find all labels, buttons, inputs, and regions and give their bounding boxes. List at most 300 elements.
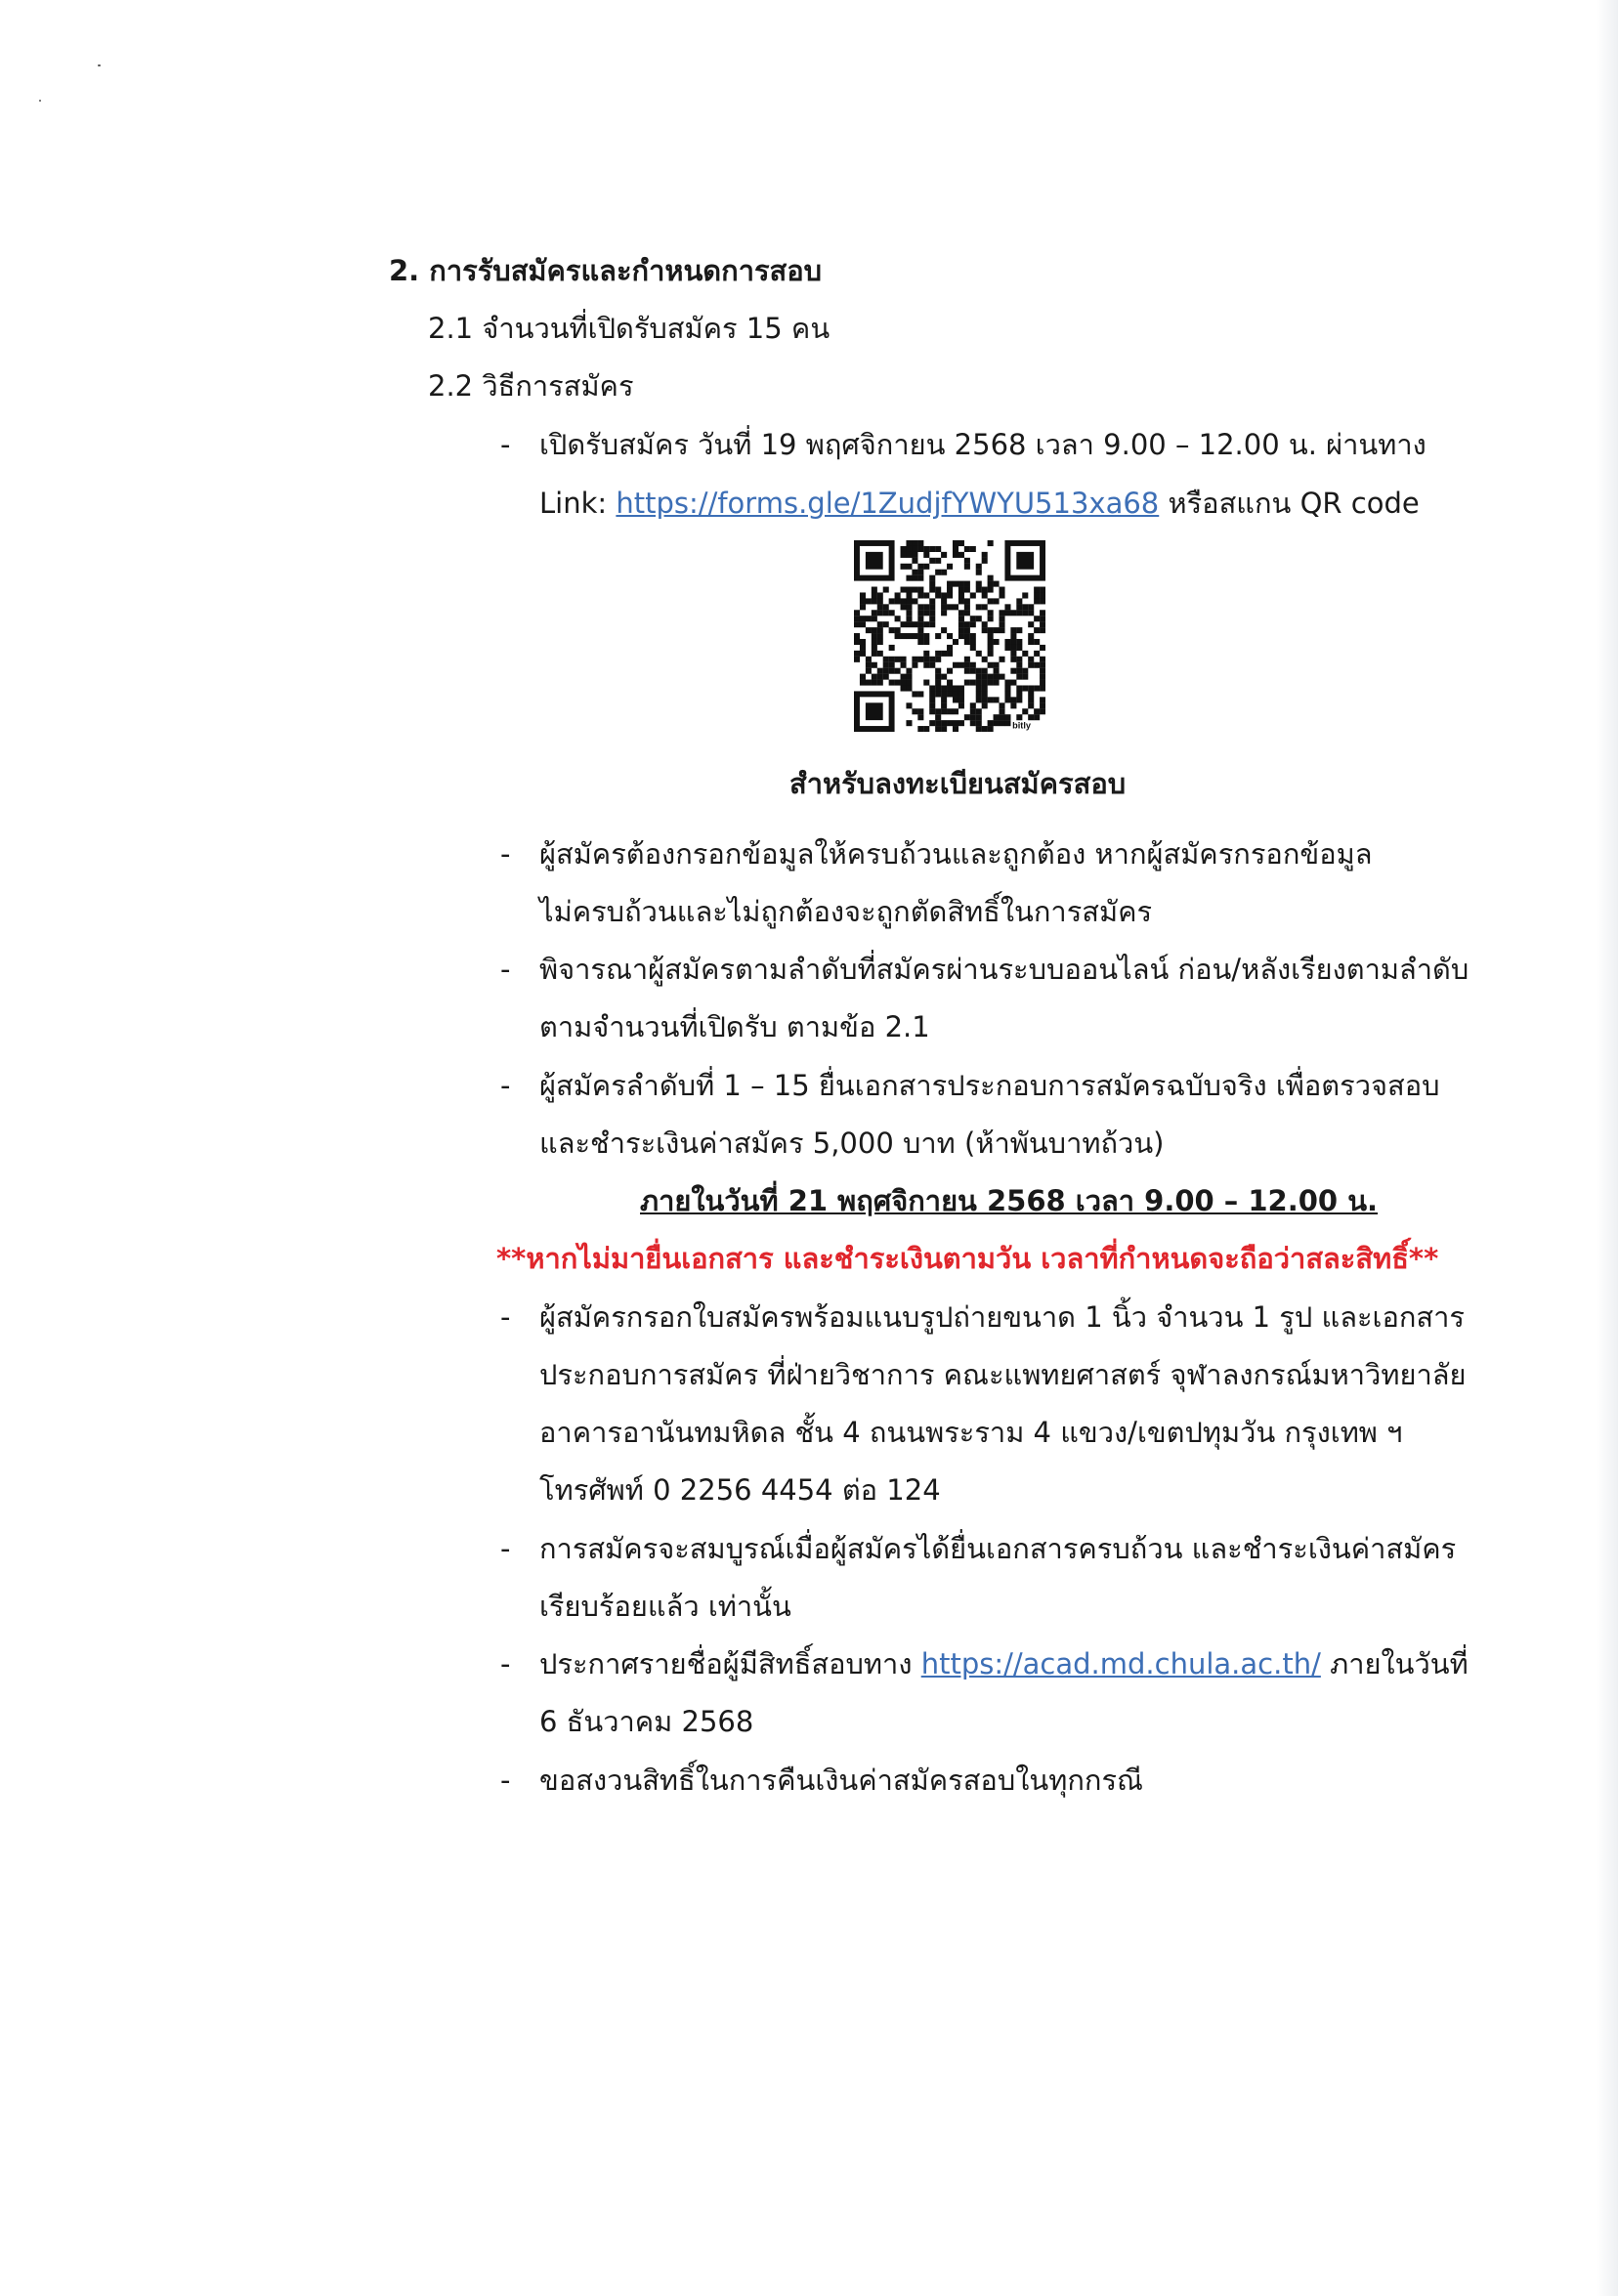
- qr-module: [988, 575, 994, 581]
- qr-module: [912, 662, 917, 668]
- qr-module: [976, 714, 982, 720]
- qr-module: [872, 598, 877, 604]
- qr-module: [964, 639, 970, 645]
- qr-module: [912, 633, 917, 639]
- scan-speck: [39, 100, 41, 102]
- qr-module: [982, 621, 988, 627]
- qr-module: [895, 627, 901, 633]
- qr-module: [1010, 645, 1016, 651]
- qr-module: [929, 691, 935, 697]
- scan-speck: [98, 64, 101, 66]
- qr-module: [895, 598, 901, 604]
- qr-module: [895, 633, 901, 639]
- qr-module: [999, 708, 1004, 714]
- qr-module: [958, 691, 964, 697]
- qr-module: [994, 627, 1000, 633]
- qr-module: [917, 714, 923, 720]
- qr-module: [935, 685, 941, 691]
- qr-module: [1034, 708, 1040, 714]
- qr-module: [958, 662, 964, 668]
- qr-module: [895, 616, 901, 621]
- qr-module: [901, 552, 907, 558]
- qr-module: [906, 546, 912, 552]
- qr-module: [958, 552, 964, 558]
- qr-module: [947, 668, 953, 674]
- qr-module: [872, 680, 877, 686]
- qr-module: [854, 621, 860, 627]
- qr-module: [976, 726, 982, 732]
- qr-module: [941, 674, 947, 680]
- qr-module: [964, 564, 970, 570]
- bullet-1-line-1: ผู้สมัครต้องกรอกข้อมูลให้ครบถ้วนและถูกต้อง หากผู้สมัครกรอกข้อมูล: [539, 837, 1373, 871]
- qr-module: [964, 714, 970, 720]
- qr-module: [994, 720, 1000, 726]
- qr-module: [877, 592, 883, 598]
- qr-module: [994, 697, 1000, 702]
- qr-module: [947, 680, 953, 686]
- qr-module: [982, 702, 988, 708]
- qr-module: [999, 621, 1004, 627]
- qr-module: [929, 598, 935, 604]
- qr-module: [854, 633, 860, 639]
- qr-module: [1040, 610, 1045, 616]
- qr-module: [929, 546, 935, 552]
- qr-module: [901, 564, 907, 570]
- qr-module: [988, 645, 994, 651]
- qr-module: [917, 657, 923, 662]
- qr-module: [895, 680, 901, 686]
- announce-prefix: ประกาศรายชื่อผู้มีสิทธิ์สอบทาง: [539, 1647, 921, 1680]
- qr-module: [889, 662, 895, 668]
- qr-module: [866, 598, 872, 604]
- qr-module: [923, 564, 929, 570]
- qr-module: [988, 639, 994, 645]
- qr-module: [1004, 639, 1010, 645]
- acad-link[interactable]: https://acad.md.chula.ac.th/: [920, 1647, 1321, 1680]
- qr-module: [953, 697, 958, 702]
- qr-module: [1040, 657, 1045, 662]
- qr-module: [988, 697, 994, 702]
- qr-module: [906, 540, 912, 546]
- qr-module: [901, 598, 907, 604]
- qr-module: [872, 662, 877, 668]
- qr-brand-label: bitly: [1012, 720, 1032, 731]
- qr-module: [976, 570, 982, 575]
- qr-module: [929, 621, 935, 627]
- qr-module: [877, 627, 883, 633]
- qr-module: [912, 552, 917, 558]
- bullet-1-line-2: ไม่ครบถ้วนและไม่ถูกต้องจะถูกตัดสิทธิ์ในการสมัคร: [539, 895, 1153, 928]
- qr-module: [901, 587, 907, 593]
- qr-module: [1034, 627, 1040, 633]
- qr-module: [877, 674, 883, 680]
- qr-module: [1004, 691, 1010, 697]
- qr-module: [976, 668, 982, 674]
- qr-module: [883, 662, 889, 668]
- qr-module: [941, 691, 947, 697]
- qr-module: [866, 662, 872, 668]
- qr-module: [1040, 662, 1045, 668]
- qr-module: [970, 546, 976, 552]
- qr-module: [929, 575, 935, 581]
- qr-module: [917, 540, 923, 546]
- qr-module: [906, 552, 912, 558]
- qr-module: [999, 610, 1004, 616]
- qr-module: [982, 691, 988, 697]
- qr-module: [877, 651, 883, 657]
- qr-module: [941, 708, 947, 714]
- qr-module: [982, 552, 988, 558]
- qr-module: [1028, 633, 1034, 639]
- qr-module: [941, 702, 947, 708]
- qr-module: [866, 616, 872, 621]
- qr-module: [958, 697, 964, 702]
- qr-module: [953, 685, 958, 691]
- qr-module: [1004, 680, 1010, 686]
- qr-module: [929, 702, 935, 708]
- qr-module: [976, 697, 982, 702]
- qr-module: [1004, 610, 1010, 616]
- qr-module: [935, 726, 941, 732]
- qr-module: [970, 621, 976, 627]
- bullet-6-line-1: [539, 1642, 1469, 1685]
- announce-suffix: ภายในวันที่: [1320, 1647, 1469, 1680]
- qr-module: [976, 691, 982, 697]
- qr-module: [994, 598, 1000, 604]
- qr-module: [994, 680, 1000, 686]
- qr-module: [953, 540, 958, 546]
- qr-caption: สำหรับลงทะเบียนสมัครสอบ: [789, 767, 1127, 800]
- qr-module: [872, 627, 877, 633]
- qr-module: [1010, 627, 1016, 633]
- qr-module: [883, 621, 889, 627]
- qr-module: [982, 697, 988, 702]
- qr-module: [1034, 639, 1040, 645]
- qr-module: [1028, 702, 1034, 708]
- qr-module: [1028, 657, 1034, 662]
- qr-module: [923, 592, 929, 598]
- qr-module: [953, 720, 958, 726]
- qr-module: [854, 639, 860, 645]
- qr-module: [982, 726, 988, 732]
- qr-module: [935, 674, 941, 680]
- qr-module: [929, 604, 935, 610]
- qr-module: [953, 581, 958, 587]
- bullet-5-line-2: เรียบร้อยแล้ว เท่านั้น: [539, 1590, 791, 1623]
- qr-module: [1016, 657, 1022, 662]
- qr-module: [1016, 604, 1022, 610]
- qr-module: [988, 598, 994, 604]
- qr-module: [883, 610, 889, 616]
- qr-module: [1010, 633, 1016, 639]
- qr-module: [947, 592, 953, 598]
- qr-module: [988, 674, 994, 680]
- qr-module: [872, 616, 877, 621]
- qr-module: [917, 592, 923, 598]
- qr-module: [860, 604, 866, 610]
- qr-module: [1016, 674, 1022, 680]
- qr-module: [935, 680, 941, 686]
- qr-module: [941, 598, 947, 604]
- qr-module: [906, 633, 912, 639]
- qr-module: [901, 680, 907, 686]
- qr-module: [889, 627, 895, 633]
- qr-module: [872, 651, 877, 657]
- qr-module: [947, 691, 953, 697]
- qr-module: [860, 592, 866, 598]
- qr-module: [860, 651, 866, 657]
- qr-module: [923, 546, 929, 552]
- qr-code[interactable]: [854, 540, 1045, 732]
- qr-module: [917, 570, 923, 575]
- qr-module: [947, 645, 953, 651]
- section-heading: 2. การรับสมัครและกำหนดการสอบ: [389, 254, 823, 287]
- qr-module: [854, 657, 860, 662]
- qr-module: [958, 633, 964, 639]
- qr-module: [854, 610, 860, 616]
- qr-modules: [854, 540, 1045, 732]
- qr-module: [1016, 668, 1022, 674]
- qr-module: [877, 621, 883, 627]
- qr-module: [923, 621, 929, 627]
- qr-module: [912, 657, 917, 662]
- qr-module: [1016, 598, 1022, 604]
- link-suffix: หรือสแกน QR code: [1159, 487, 1420, 520]
- qr-module: [912, 558, 917, 564]
- qr-module: [1022, 610, 1028, 616]
- qr-module: [912, 708, 917, 714]
- qr-module: [929, 616, 935, 621]
- qr-module: [999, 616, 1004, 621]
- qr-module: [929, 657, 935, 662]
- qr-module: [982, 587, 988, 593]
- qr-module: [970, 592, 976, 598]
- qr-module: [1004, 685, 1010, 691]
- qr-module: [929, 662, 935, 668]
- qr-module: [877, 668, 883, 674]
- bullet-2-line-1: พิจารณาผู้สมัครตามลำดับที่สมัครผ่านระบบออนไลน์ ก่อน/หลังเรียงตามลำดับ: [539, 953, 1469, 986]
- qr-module: [947, 708, 953, 714]
- qr-module: [964, 581, 970, 587]
- qr-module: [866, 627, 872, 633]
- qr-module: [912, 540, 917, 546]
- qr-module: [988, 610, 994, 616]
- qr-module: [947, 564, 953, 570]
- qr-module: [982, 680, 988, 686]
- qr-module: [1004, 604, 1010, 610]
- qr-module: [906, 564, 912, 570]
- qr-module: [947, 685, 953, 691]
- deadline-text: ภายในวันที่ 21 พฤศจิกายน 2568 เวลา 9.00 – 12.00 น.: [640, 1184, 1379, 1217]
- qr-module: [941, 685, 947, 691]
- qr-module: [860, 680, 866, 686]
- qr-module: [1016, 639, 1022, 645]
- qr-module: [883, 587, 889, 593]
- qr-module: [964, 662, 970, 668]
- qr-module: [901, 633, 907, 639]
- qr-module: [988, 587, 994, 593]
- qr-module: [877, 604, 883, 610]
- qr-module: [999, 627, 1004, 633]
- qr-module: [854, 616, 860, 621]
- qr-module: [941, 610, 947, 616]
- qr-module: [1028, 639, 1034, 645]
- qr-module: [988, 680, 994, 686]
- qr-module: [1034, 592, 1040, 598]
- form-link[interactable]: https://forms.gle/1ZudjfYWYU513xa68: [616, 487, 1160, 520]
- qr-module: [964, 657, 970, 662]
- registration-link-line: [539, 482, 1420, 525]
- qr-module: [994, 668, 1000, 674]
- qr-module: [953, 662, 958, 668]
- qr-module: [917, 616, 923, 621]
- qr-module: [1016, 627, 1022, 633]
- qr-module: [947, 720, 953, 726]
- qr-module: [964, 604, 970, 610]
- qr-module: [889, 657, 895, 662]
- qr-module: [947, 587, 953, 593]
- qr-module: [854, 651, 860, 657]
- qr-module: [901, 674, 907, 680]
- qr-module: [935, 714, 941, 720]
- qr-module: [877, 633, 883, 639]
- qr-module: [889, 598, 895, 604]
- qr-module: [999, 674, 1004, 680]
- qr-module: [872, 610, 877, 616]
- qr-module: [988, 726, 994, 732]
- qr-module: [964, 558, 970, 564]
- qr-module: [935, 558, 941, 564]
- link-prefix: Link:: [539, 487, 617, 520]
- qr-module: [947, 651, 953, 657]
- qr-module: [929, 558, 935, 564]
- qr-module: [872, 645, 877, 651]
- qr-module: [976, 708, 982, 714]
- qr-module: [1022, 674, 1028, 680]
- qr-module: [917, 546, 923, 552]
- qr-module: [1034, 714, 1040, 720]
- qr-module: [866, 702, 883, 720]
- qr-module: [929, 581, 935, 587]
- qr-module: [964, 598, 970, 604]
- qr-module: [1040, 680, 1045, 686]
- bullet-4-line-4: โทรศัพท์ 0 2256 4454 ต่อ 124: [539, 1473, 941, 1507]
- qr-module: [935, 657, 941, 662]
- bullet-3-line-2: และชำระเงินค่าสมัคร 5,000 บาท (ห้าพันบาทถ้วน): [539, 1127, 1165, 1160]
- bullet-6-line-2: 6 ธันวาคม 2568: [539, 1705, 754, 1738]
- qr-module: [917, 610, 923, 616]
- warning-text: **หากไม่มายื่นเอกสาร และชำระเงินตามวัน เวลาที่กำหนดจะถือว่าสละสิทธิ์**: [496, 1242, 1439, 1275]
- qr-module: [929, 610, 935, 616]
- qr-module: [994, 674, 1000, 680]
- qr-module: [877, 610, 883, 616]
- qr-module: [953, 639, 958, 645]
- qr-module: [923, 552, 929, 558]
- qr-module: [872, 633, 877, 639]
- qr-module: [901, 546, 907, 552]
- qr-module: [872, 592, 877, 598]
- qr-module: [964, 587, 970, 593]
- qr-module: [1040, 627, 1045, 633]
- qr-module: [1004, 714, 1010, 720]
- qr-module: [970, 633, 976, 639]
- qr-module: [1016, 662, 1022, 668]
- qr-module: [929, 697, 935, 702]
- qr-module: [958, 627, 964, 633]
- qr-module: [917, 708, 923, 714]
- qr-module: [923, 651, 929, 657]
- qr-module: [935, 546, 941, 552]
- qr-module: [906, 674, 912, 680]
- qr-module: [1010, 651, 1016, 657]
- qr-module: [947, 633, 953, 639]
- qr-module: [895, 592, 901, 598]
- qr-module: [1040, 587, 1045, 593]
- qr-module: [889, 645, 895, 651]
- qr-module: [1004, 720, 1010, 726]
- qr-module: [860, 616, 866, 621]
- bullet-4-line-3: อาคารอานันทมหิดล ชั้น 4 ถนนพระราม 4 แขวง/เขตปทุมวัน กรุงเทพ ฯ: [539, 1416, 1403, 1449]
- qr-module: [917, 564, 923, 570]
- qr-module: [970, 720, 976, 726]
- qr-module: [1040, 674, 1045, 680]
- qr-module: [906, 616, 912, 621]
- qr-module: [935, 651, 941, 657]
- qr-module: [976, 564, 982, 570]
- qr-module: [906, 610, 912, 616]
- qr-module: [988, 720, 994, 726]
- registration-open-text: เปิดรับสมัคร วันที่ 19 พฤศจิกายน 2568 เวลา 9.00 – 12.00 น. ผ่านทาง: [539, 428, 1426, 461]
- qr-module: [1040, 685, 1045, 691]
- qr-module: [1016, 645, 1022, 651]
- qr-module: [982, 558, 988, 564]
- qr-module: [958, 685, 964, 691]
- qr-module: [877, 639, 883, 645]
- qr-module: [1040, 697, 1045, 702]
- qr-module: [1028, 697, 1034, 702]
- item-2-1: 2.1 จำนวนที่เปิดรับสมัคร 15 คน: [428, 312, 830, 345]
- qr-module: [1010, 639, 1016, 645]
- qr-module: [883, 657, 889, 662]
- qr-module: [906, 592, 912, 598]
- qr-module: [935, 633, 941, 639]
- qr-module: [976, 581, 982, 587]
- qr-module: [1022, 685, 1028, 691]
- qr-module: [958, 621, 964, 627]
- qr-module: [1010, 697, 1016, 702]
- qr-module: [1034, 598, 1040, 604]
- qr-module: [953, 708, 958, 714]
- qr-module: [947, 581, 953, 587]
- qr-module: [866, 668, 872, 674]
- bullet-dash: -: [500, 1532, 511, 1565]
- qr-module: [941, 627, 947, 633]
- qr-module: [1028, 662, 1034, 668]
- qr-module: [1040, 702, 1045, 708]
- qr-module: [935, 691, 941, 697]
- qr-module: [860, 598, 866, 604]
- qr-module: [970, 639, 976, 645]
- qr-module: [982, 674, 988, 680]
- qr-module: [866, 657, 872, 662]
- qr-module: [999, 714, 1004, 720]
- qr-module: [988, 662, 994, 668]
- qr-module: [1040, 708, 1045, 714]
- qr-module: [1028, 621, 1034, 627]
- qr-module: [1022, 604, 1028, 610]
- qr-module: [964, 610, 970, 616]
- qr-module: [976, 616, 982, 621]
